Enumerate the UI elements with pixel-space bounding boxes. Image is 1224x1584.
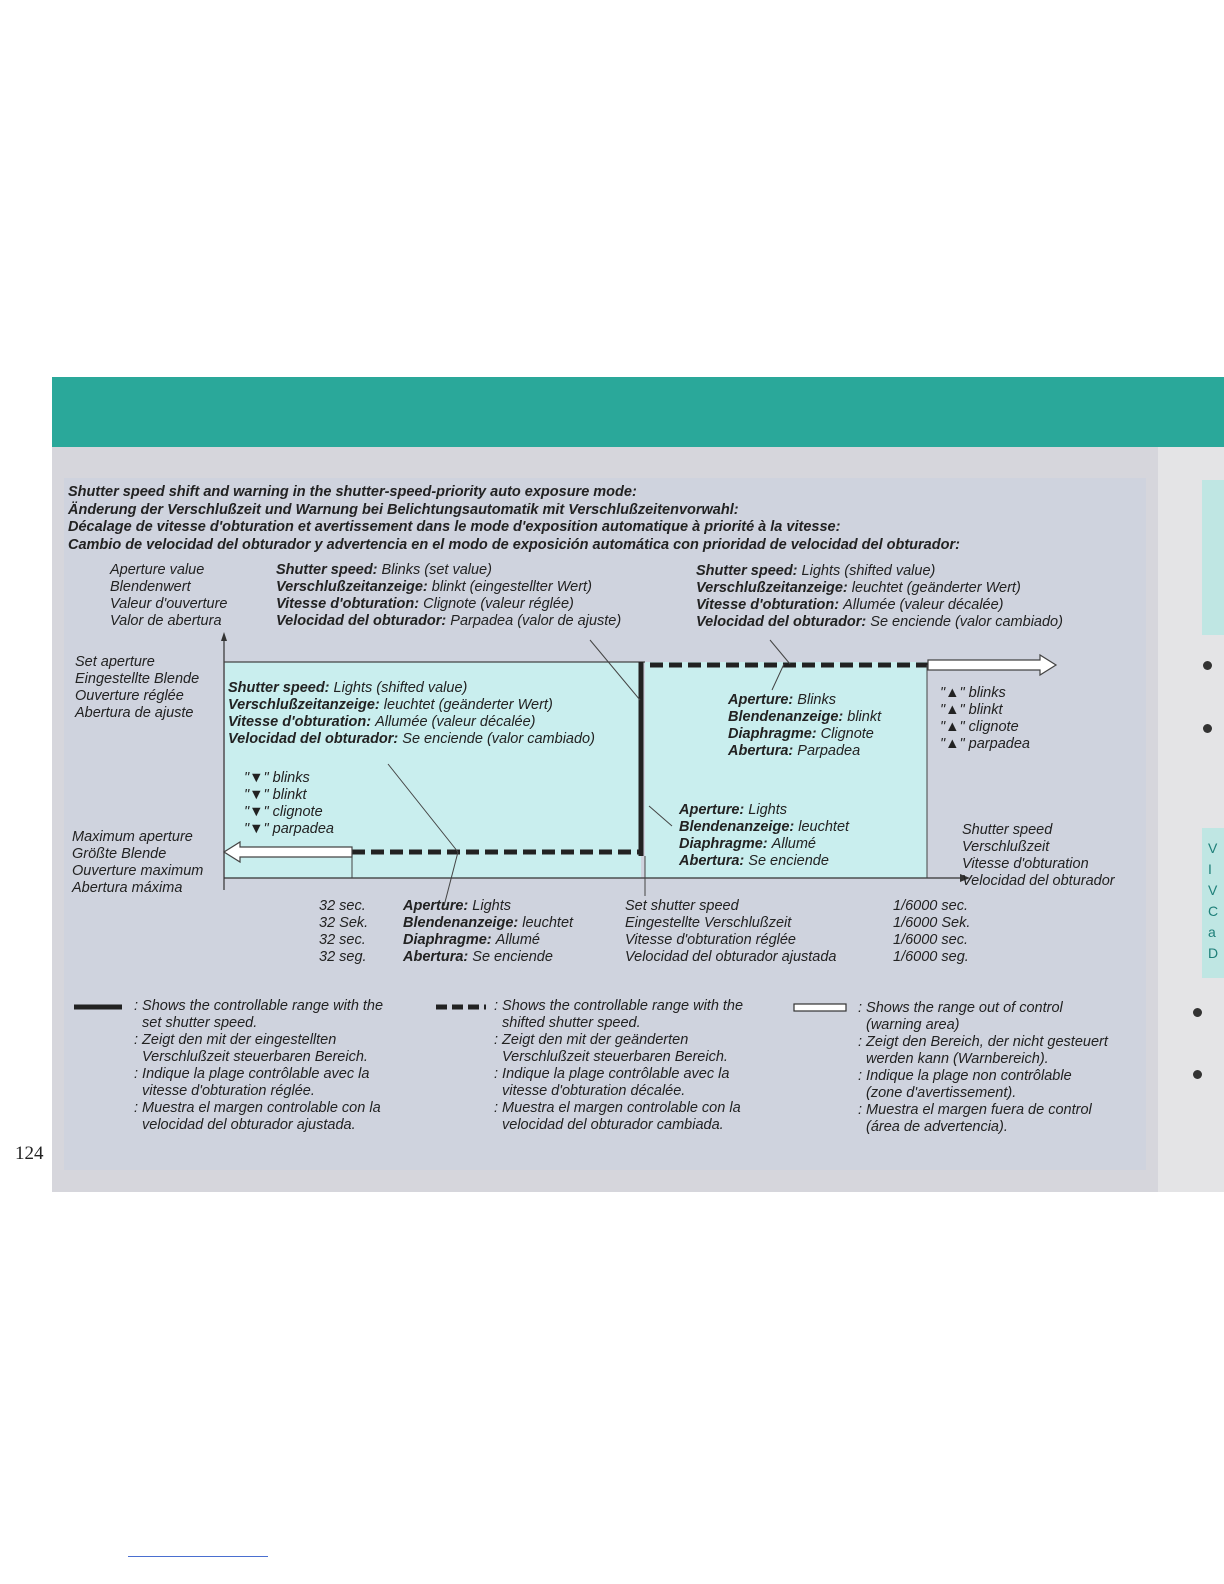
set-shutter-speed-label: Set shutter speed Eingestellte Verschlußzeit Vitesse d'obturation réglée Velocidad del obturador ajustada	[625, 898, 837, 965]
aperture-blinks-note: Aperture: Blinks Blendenanzeige: blinkt Diaphragme: Clignote Abertura: Parpadea	[728, 692, 882, 759]
fast-speed-label: 1/6000 sec. 1/6000 Sek. 1/6000 sec. 1/6000 seg.	[893, 898, 971, 965]
title-line-es: Cambio de velocidad del obturador y advertencia en el modo de exposición automática con prioridad de velocidad del obturador:	[68, 536, 960, 553]
next-page-letter: V	[1208, 882, 1218, 898]
legend-outline-symbol	[794, 1004, 846, 1011]
legend-outline-text: : Shows the range out of control (warning area) : Zeigt den Bereich, der nicht gesteuert werden kann (Warnbereich). : Indique la plage non contrôlable (zone d'avertissement). : Muestra el margen fuera de control (área de advertencia).	[858, 1000, 1108, 1135]
aperture-value-label: Aperture value Blendenwert Valeur d'ouverture Valor de abertura	[110, 562, 228, 629]
page-number: 124	[15, 1143, 44, 1164]
next-page-letter: I	[1208, 861, 1212, 877]
title-line-en: Shutter speed shift and warning in the shutter-speed-priority auto exposure mode:	[68, 484, 637, 500]
legend-solid-text: : Shows the controllable range with the set shutter speed. : Zeigt den mit der eingestellten Verschlußzeit steuerbaren Bereich. : Indique la plage contrôlable avec la vitesse d'obturation réglée. : Muestra el margen controlable con la velocidad del obturador ajustada.	[134, 998, 384, 1133]
aperture-lights-note-bottom: Aperture: Lights Blendenanzeige: leuchtet Diaphragme: Allumé Abertura: Se enciende	[403, 898, 574, 965]
next-page-letter: V	[1208, 840, 1218, 856]
next-page-letter: C	[1208, 903, 1219, 919]
footer-rule	[128, 1556, 268, 1557]
title-line-fr: Décalage de vitesse d'obturation et avertissement dans le mode d'exposition automatique à priorité à la vitesse:	[68, 519, 841, 535]
title-line-de: Änderung der Verschlußzeit und Warnung bei Belichtungsautomatik mit Verschlußzeitenvorwahl:	[68, 501, 739, 518]
max-aperture-label: Maximum aperture Größte Blende Ouverture maximum Abertura máxima	[72, 829, 204, 896]
aperture-lights-note-mid: Aperture: Lights Blendenanzeige: leuchtet Diaphragme: Allumé Abertura: Se enciende	[679, 802, 850, 869]
legend-dashed-text: : Shows the controllable range with the shifted shutter speed. : Zeigt den mit der geänderten Verschlußzeit steuerbaren Bereich. : Indique la plage contrôlable avec la vitesse d'obturation décalée. : Muestra el margen controlable con la velocidad del obturador cambiada.	[494, 998, 744, 1133]
shutter-lights-note-left: Shutter speed: Lights (shifted value) Verschlußzeitanzeige: leuchtet (geänderter Wert) Vitesse d'obturation: Allumée (valeur décalée) Velocidad del obturador: Se enciende (valor cambiado)	[228, 680, 595, 747]
set-aperture-label: Set aperture Eingestellte Blende Ouverture réglée Abertura de ajuste	[75, 654, 200, 721]
slow-speed-label: 32 sec. 32 Sek. 32 sec. 32 seg.	[319, 898, 369, 965]
next-page-letter: a	[1208, 924, 1216, 940]
shutter-lights-note-right: Shutter speed: Lights (shifted value) Verschlußzeitanzeige: leuchtet (geänderter Wert) Vitesse d'obturation: Allumée (valeur décalée) Velocidad del obturador: Se enciende (valor cambiado)	[696, 563, 1063, 630]
up-indicator-note: "▲" blinks "▲" blinkt "▲" clignote "▲" parpadea	[940, 685, 1030, 752]
down-indicator-note: "▼" blinks "▼" blinkt "▼" clignote "▼" parpadea	[244, 770, 334, 837]
next-page-letter: D	[1208, 945, 1219, 961]
shutter-blinks-note: Shutter speed: Blinks (set value) Verschlußzeitanzeige: blinkt (eingestellter Wert) Vitesse d'obturation: Clignote (valeur réglée) Velocidad del obturador: Parpadea (valor de ajuste)	[276, 562, 622, 629]
shutter-axis-label: Shutter speed Verschlußzeit Vitesse d'obturation Velocidad del obturador	[962, 822, 1115, 889]
